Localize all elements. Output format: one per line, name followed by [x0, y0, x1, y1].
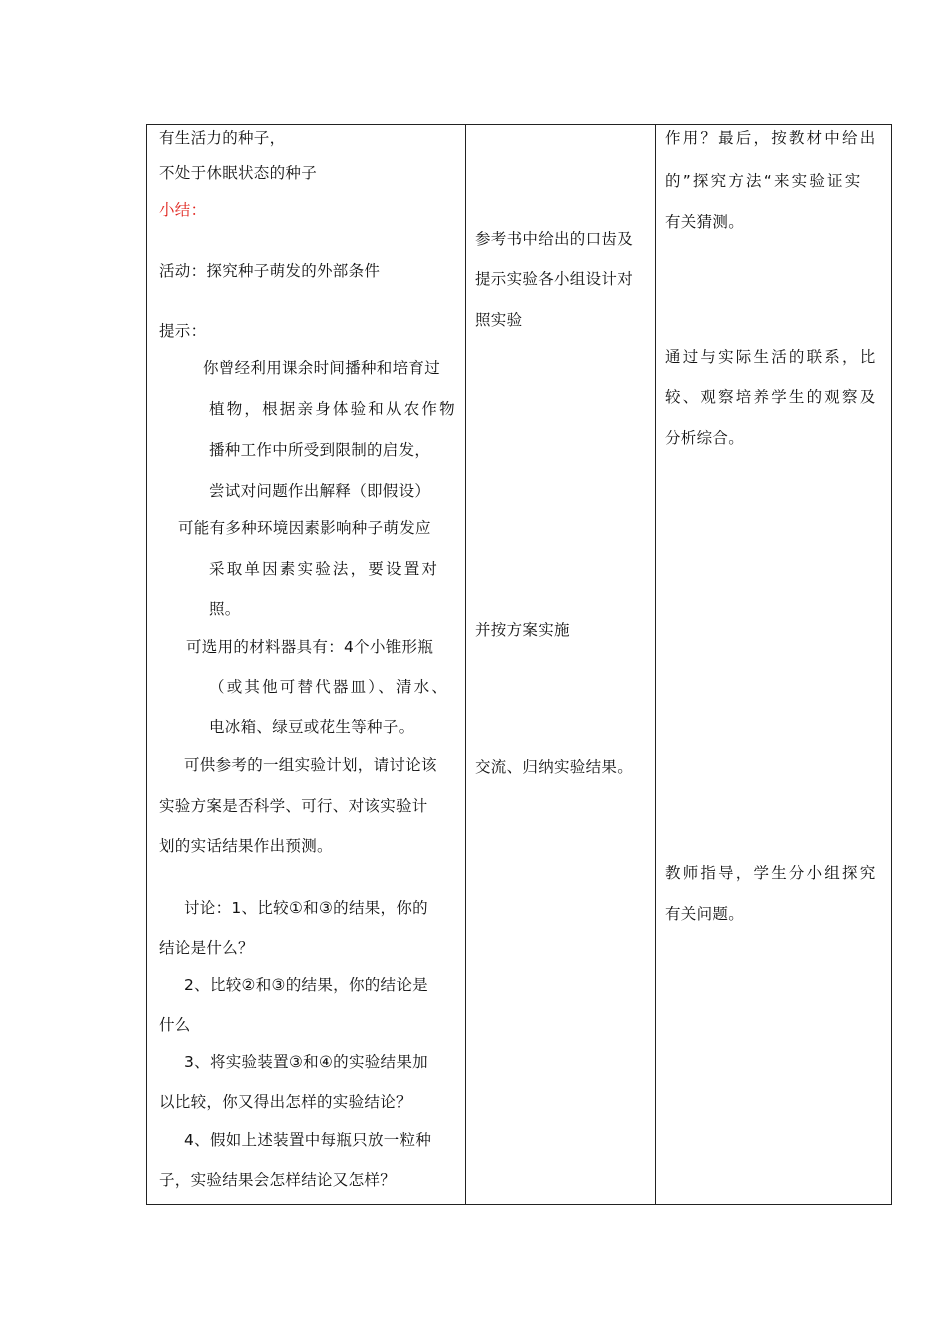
hint3-line-b: （或其他可替代器皿）、清水、	[209, 678, 450, 696]
exchange-text: 交流、归纳实验结果。	[475, 758, 634, 776]
discussion3-line-a: 3、将实验装置③和④的实验结果加	[184, 1053, 428, 1071]
activity-title: 活动：探究种子萌发的外部条件	[159, 262, 381, 280]
discussion3-line-b: 以比较，你又得出怎样的实验结论？	[159, 1093, 412, 1111]
hint1-line-a: 你曾经利用课余时间播种和培育过	[203, 359, 441, 377]
hint3-line-a: 可选用的材料器具有：4个小锥形瓶	[186, 638, 434, 656]
col3-a-line3: 有关猜测。	[665, 213, 745, 231]
discussion4-line-a: 4、假如上述装置中每瓶只放一粒种	[184, 1131, 432, 1149]
reference-line-3: 照实验	[475, 311, 523, 329]
discussion2-line-a: 2、比较②和③的结果，你的结论是	[184, 976, 428, 994]
col1-line2: 不处于休眠状态的种子	[159, 164, 318, 182]
hint2-line-a: 可能有多种环境因素影响种子萌发应	[178, 519, 431, 537]
hint1-line-b: 植物，根据亲身体验和从农作物	[209, 400, 457, 418]
discussion4-line-b: 子，实验结果会怎样结论又怎样？	[159, 1171, 397, 1189]
reference-line-2: 提示实验各小组设计对	[475, 270, 634, 288]
col1-line1: 有生活力的种子，	[159, 129, 286, 147]
col3-a-line2: 的”探究方法“来实验证实	[665, 172, 863, 190]
summary-label: 小结：	[159, 201, 207, 219]
col3-b-line3: 分析综合。	[665, 429, 745, 447]
hint-label: 提示：	[159, 322, 207, 340]
plan-line-b: 实验方案是否科学、可行、对该实验计	[159, 797, 428, 815]
column-divider-2	[655, 124, 656, 1205]
col3-c-line2: 有关问题。	[665, 905, 745, 923]
hint3-line-c: 电冰箱、绿豆或花生等种子。	[209, 718, 415, 736]
plan-line-c: 划的实话结果作出预测。	[159, 837, 333, 855]
col3-b-line2: 较、观察培养学生的观察及	[665, 388, 878, 406]
implement-text: 并按方案实施	[475, 621, 570, 639]
hint2-line-c: 照。	[209, 600, 241, 618]
col3-a-line1: 作用？最后，按教材中给出	[665, 129, 878, 147]
column-divider-1	[465, 124, 466, 1205]
discussion2-line-b: 什么	[159, 1016, 191, 1034]
col3-c-line1: 教师指导，学生分小组探究	[665, 864, 878, 882]
reference-line-1: 参考书中给出的口齿及	[475, 230, 634, 248]
plan-line-a: 可供参考的一组实验计划，请讨论该	[184, 756, 437, 774]
discussion1-line-b: 结论是什么？	[159, 939, 254, 957]
hint1-line-d: 尝试对问题作出解释（即假设）	[209, 482, 431, 500]
hint1-line-c: 播种工作中所受到限制的启发，	[209, 441, 431, 459]
hint2-line-b: 采取单因素实验法，要设置对	[209, 560, 440, 578]
col3-b-line1: 通过与实际生活的联系，比	[665, 348, 878, 366]
discussion1-line-a: 讨论：1、比较①和③的结果，你的	[184, 899, 428, 917]
